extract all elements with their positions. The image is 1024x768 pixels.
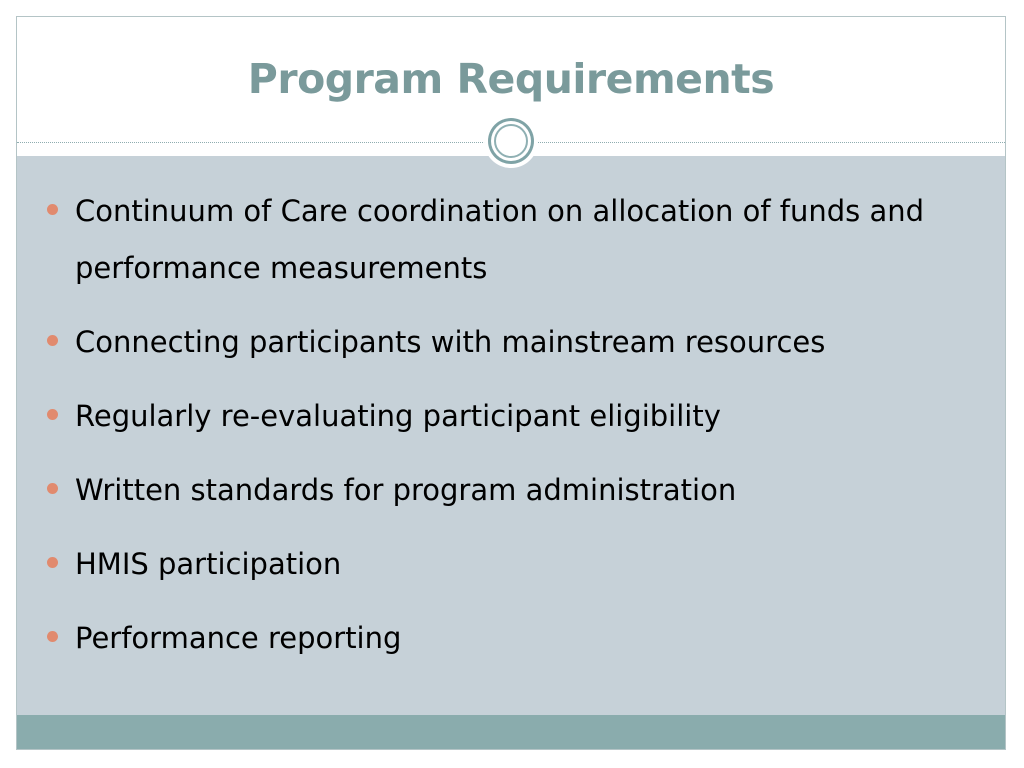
bullet-dot-icon: [47, 335, 58, 346]
bullet-dot-icon: [47, 557, 58, 568]
bullet-text: Performance reporting: [75, 621, 402, 655]
bullet-text: Regularly re-evaluating participant eligibility: [75, 399, 721, 433]
bullet-text: Continuum of Care coordination on allocation of funds and performance measurements: [75, 194, 925, 285]
slide: [16, 16, 1006, 750]
bullet-text: HMIS participation: [75, 547, 342, 581]
bullet-item: [47, 183, 967, 297]
ornament-core-ring: [494, 124, 528, 158]
bullet-item: [47, 610, 967, 667]
circle-ornament-icon: [484, 114, 538, 168]
bullet-item: [47, 314, 967, 371]
footer-bar: [17, 715, 1005, 749]
bullet-item: [47, 462, 967, 519]
bullet-dot-icon: [47, 631, 58, 642]
slide-title: Program Requirements: [247, 55, 775, 103]
content-panel: [17, 156, 1005, 716]
bullet-dot-icon: [47, 409, 58, 420]
bullet-dot-icon: [47, 204, 58, 215]
ornament-outer-ring: [488, 118, 534, 164]
bullet-text: Connecting participants with mainstream resources: [75, 325, 826, 359]
ornament-inner-ring: [491, 121, 531, 161]
bullet-list: [47, 183, 967, 684]
bullet-dot-icon: [47, 483, 58, 494]
bullet-item: [47, 536, 967, 593]
bullet-text: Written standards for program administration: [75, 473, 737, 507]
bullet-item: [47, 388, 967, 445]
